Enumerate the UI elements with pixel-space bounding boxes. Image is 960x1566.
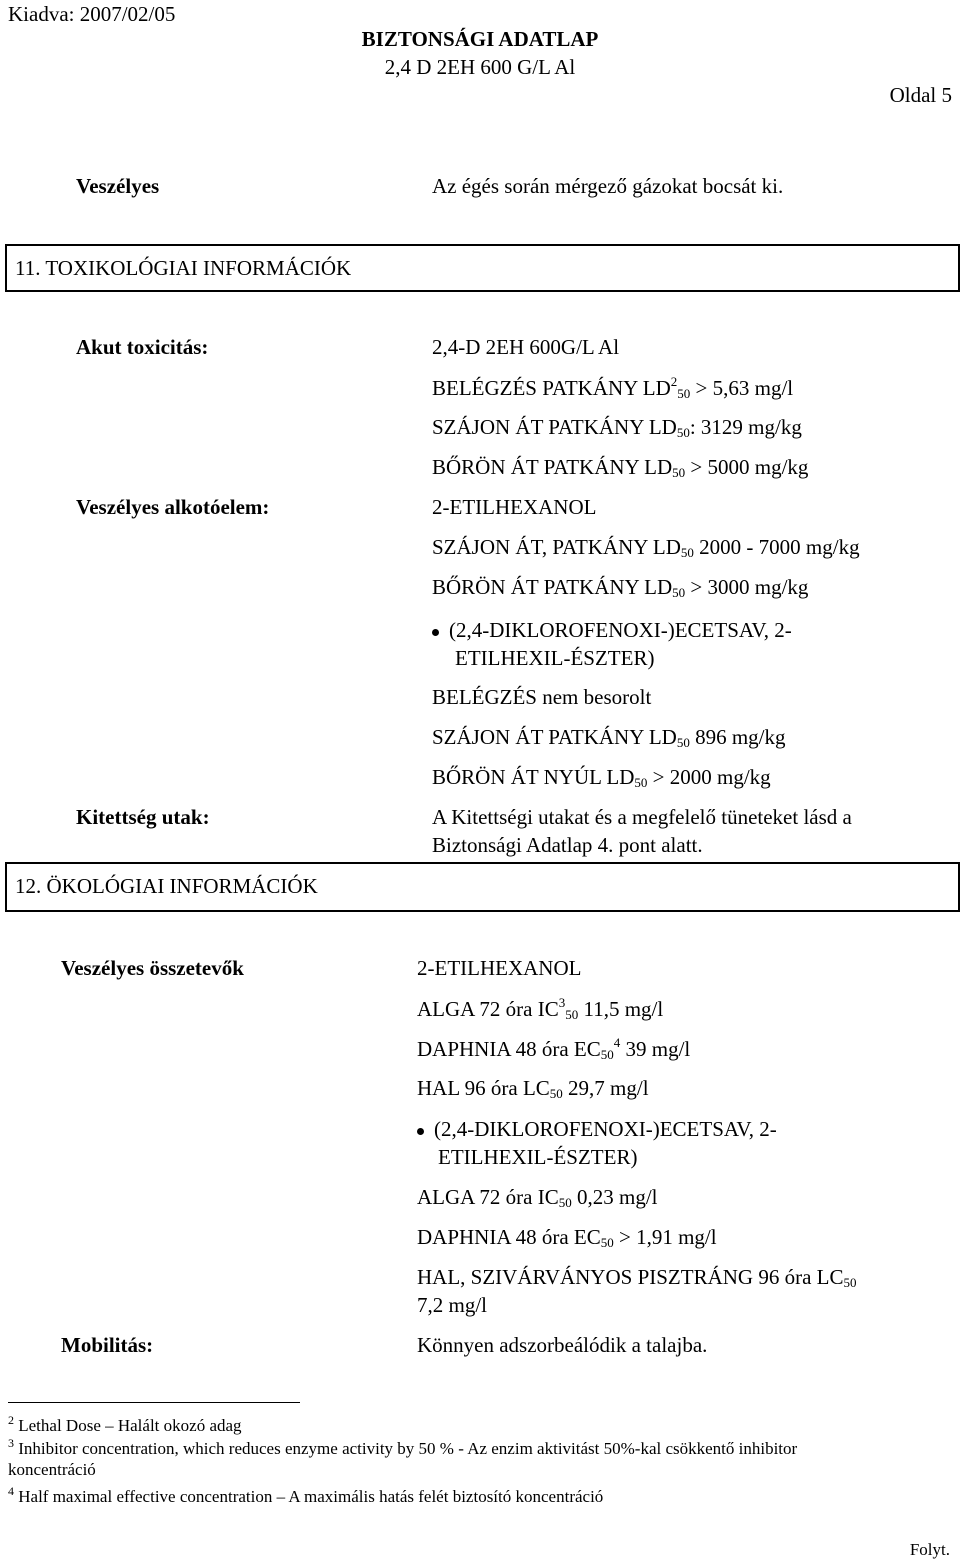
component-2-oral: SZÁJON ÁT PATKÁNY $LD_{50}$ 896 mg/kg (432, 725, 786, 750)
hazard-text: Az égés során mérgező gázokat bocsát ki. (432, 174, 784, 198)
hazard-label: Veszélyes (76, 174, 160, 198)
eco-component-2-name: (2,4-DIKLOROFENOXI-)ECETSAV, 2- (417, 1117, 777, 1141)
footnote-3-cont: koncentráció (8, 1460, 96, 1479)
component-2-dermal: BŐRÖN ÁT NYÚL $LD_{50} > 2000$ mg/kg (432, 765, 771, 790)
acute-toxicity-label: Akut toxicitás: (76, 335, 209, 359)
section-11-heading-box (5, 244, 960, 292)
footnote-3: $^3$ Inhibitor concentration, which reduces enzyme activity by 50 % - Az enzim aktivitást 50%-kal csökkentő inhibitor (8, 1436, 798, 1458)
bullet-icon (432, 629, 439, 636)
mobility-text: Könnyen adszorbeálódik a talajba. (417, 1333, 708, 1357)
issue-date: Kiadva: 2007/02/05 (8, 2, 176, 26)
component-1-oral: SZÁJON ÁT, PATKÁNY $LD_{50}$ 2000 - 7000 mg/kg (432, 535, 860, 560)
eco-component-2-name-cont: ETILHEXIL-ÉSZTER) (438, 1145, 638, 1169)
tox-inhalation: BELÉGZÉS PATKÁNY $LD^2_{50} > 5,63$ mg/l (432, 374, 794, 401)
bullet-icon (417, 1128, 424, 1135)
mobility-label: Mobilitás: (61, 1333, 154, 1357)
eco-component-1-alga: ALGA 72 óra $IC^3_{50}$ 11,5 mg/l (417, 995, 664, 1022)
component-2-name: (2,4-DIKLOROFENOXI-)ECETSAV, 2- (432, 618, 792, 642)
eco-component-2-daphnia: DAPHNIA 48 óra $EC_{50} > 1,91$ mg/l (417, 1225, 717, 1250)
exposure-text-cont: Biztonsági Adatlap 4. pont alatt. (432, 833, 703, 857)
component-1-dermal: BŐRÖN ÁT PATKÁNY $LD_{50} > 3000$ mg/kg (432, 575, 809, 600)
component-1-name: 2-ETILHEXANOL (432, 495, 597, 519)
component-2-name-cont: ETILHEXIL-ÉSZTER) (455, 646, 655, 670)
section-12-heading-box (5, 862, 960, 912)
footnote-4: $^4$ Half maximal effective concentration – A maximális hatás felét biztosító koncentráció (8, 1484, 604, 1506)
eco-component-1-name: 2-ETILHEXANOL (417, 956, 582, 980)
document-title: BIZTONSÁGI ADATLAP (361, 27, 599, 51)
exposure-routes-label: Kitettség utak: (76, 805, 210, 829)
tox-product-name: 2,4-D 2EH 600G/L Al (432, 335, 620, 359)
eco-component-1-fish: HAL 96 óra $LC_{50}$ 29,7 mg/l (417, 1076, 649, 1101)
section-12-heading: 12. ÖKOLÓGIAI INFORMÁCIÓK (15, 874, 318, 898)
footnote-2: $^2$ Lethal Dose – Halált okozó adag (8, 1413, 242, 1435)
footnote-separator (8, 1402, 300, 1403)
product-name: 2,4 D 2EH 600 G/L Al (384, 55, 576, 79)
component-2-inhalation: BELÉGZÉS nem besorolt (432, 685, 652, 709)
section-11-heading: 11. TOXIKOLÓGIAI INFORMÁCIÓK (15, 256, 352, 280)
tox-oral: SZÁJON ÁT PATKÁNY $LD_{50}$: 3129 mg/kg (432, 415, 802, 440)
exposure-text: A Kitettségi utakat és a megfelelő tüneteket lásd a (432, 805, 852, 829)
eco-component-2-fish: HAL, SZIVÁRVÁNYOS PISZTRÁNG 96 óra $LC_{50}$ (417, 1265, 857, 1290)
eco-component-1-daphnia: DAPHNIA 48 óra $EC_{50}^4$ 39 mg/l (417, 1035, 691, 1062)
eco-component-2-alga: ALGA 72 óra $IC_{50}$ 0,23 mg/l (417, 1185, 658, 1210)
hazardous-ingredients-label: Veszélyes összetevők (61, 956, 244, 980)
page-number: Oldal 5 (889, 83, 952, 107)
hazardous-component-label: Veszélyes alkotóelem: (76, 495, 270, 519)
continued-marker: Folyt. (909, 1540, 950, 1559)
eco-component-2-fish-cont: 7,2 mg/l (417, 1293, 488, 1317)
tox-dermal: BŐRÖN ÁT PATKÁNY $LD_{50} > 5000$ mg/kg (432, 455, 809, 480)
